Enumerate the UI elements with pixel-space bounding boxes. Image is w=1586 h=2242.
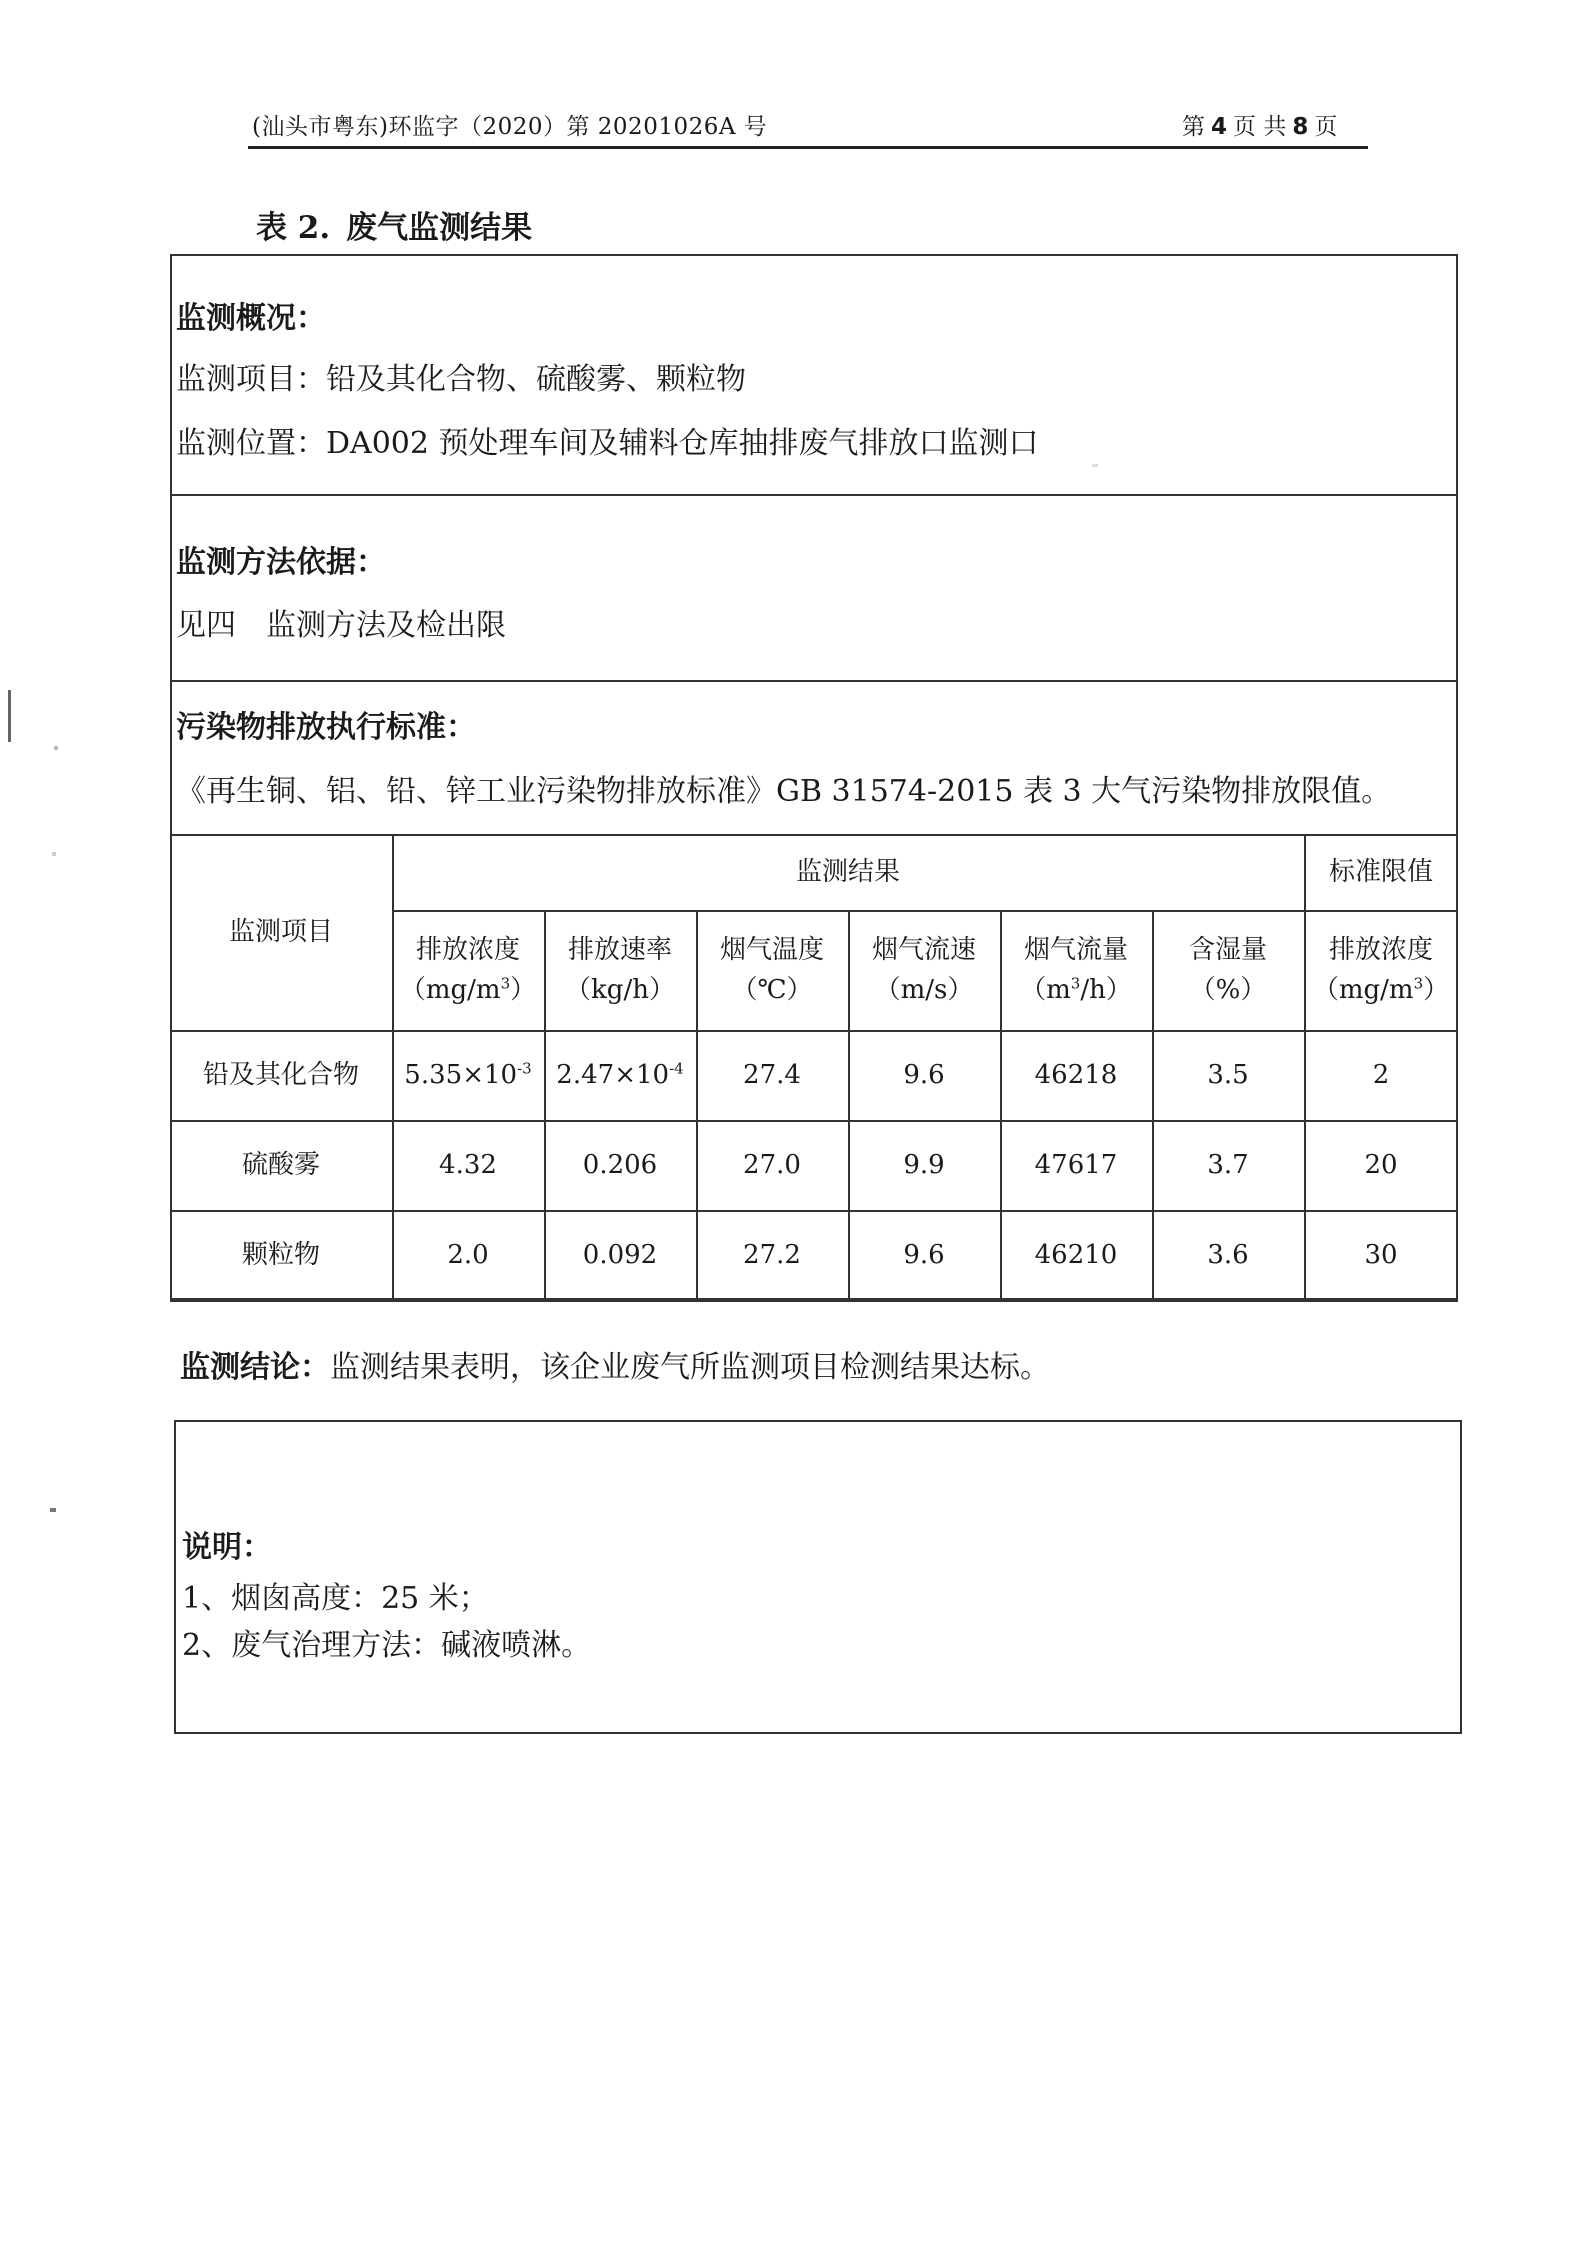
overview-heading: 监测概况： <box>176 301 326 336</box>
item-header: 监测项目 <box>228 917 333 947</box>
method-line: 见四 监测方法及检出限 <box>176 608 506 643</box>
scan-mark <box>54 746 58 750</box>
table-name: 废气监测结果 <box>346 210 533 246</box>
col-name: 排放浓度 <box>1328 935 1433 965</box>
page-label-prefix: 第 <box>1182 114 1205 140</box>
scan-mark <box>1092 464 1098 467</box>
monitoring-position-line: 监测位置：DA002 预处理车间及辅料仓库抽排废气排放口监测口 <box>176 426 1039 461</box>
table-cell-moisture: 3.6 <box>1207 1240 1249 1270</box>
col-header-emission-concentration <box>392 910 544 1030</box>
table-cell-concentration: $5.35\times 10^{-3}$ <box>404 1059 532 1090</box>
table-cell-limit: 20 <box>1364 1150 1398 1180</box>
col-unit: $(mg/m^3)$ <box>1312 974 1450 1005</box>
col-unit: $(m^3/h)$ <box>1020 974 1132 1005</box>
table-cell-velocity: 9.6 <box>903 1240 945 1270</box>
note-line-2: 2、废气治理方法：碱液喷淋。 <box>182 1628 592 1663</box>
conclusion-text: 监测结果表明，该企业废气所监测项目检测结果达标。 <box>330 1350 1050 1385</box>
note-line-1: 1、烟囱高度：25 米； <box>182 1581 489 1616</box>
table-cell-velocity: 9.6 <box>903 1060 945 1090</box>
current-page-number: 4 <box>1211 114 1228 140</box>
table-cell-item: 颗粒物 <box>241 1240 320 1270</box>
col-unit: （%） <box>1189 975 1267 1005</box>
col-unit: （m/s） <box>874 975 974 1005</box>
header-rule <box>248 146 1368 149</box>
col-header-emission-rate <box>544 910 696 1030</box>
col-header-limit-concentration <box>1304 910 1458 1030</box>
table-cell-limit: 30 <box>1364 1240 1398 1270</box>
item-header-cell <box>170 834 392 1030</box>
conclusion-line <box>180 1342 1050 1386</box>
col-name: 烟气温度 <box>719 935 824 965</box>
table-cell-concentration: 4.32 <box>439 1150 497 1180</box>
table-cell-velocity: 9.9 <box>903 1150 945 1180</box>
col-name: 排放浓度 <box>415 935 520 965</box>
limit-header-cell <box>1304 834 1458 910</box>
table-cell-temperature: 27.0 <box>743 1150 801 1180</box>
standard-line: 《再生铜、铝、铅、锌工业污染物排放标准》GB 31574-2015 表 3 大气污染物排放限值。 <box>176 774 1392 809</box>
table-cell-item: 硫酸雾 <box>241 1150 320 1180</box>
table-cell-temperature: 27.4 <box>743 1060 801 1090</box>
results-group-header-cell <box>392 834 1304 910</box>
scan-mark <box>52 852 56 856</box>
table-cell-flow: 47617 <box>1034 1150 1118 1180</box>
col-name: 排放速率 <box>567 935 672 965</box>
divider-method <box>170 680 1458 682</box>
monitoring-items-line: 监测项目：铅及其化合物、硫酸雾、颗粒物 <box>176 362 746 397</box>
table-number: 表 2. <box>256 210 331 246</box>
col-name: 烟气流量 <box>1023 935 1128 965</box>
col-unit: （kg/h） <box>565 975 675 1005</box>
table-cell-moisture: 3.7 <box>1207 1150 1249 1180</box>
divider-table-bottom <box>170 1300 1458 1302</box>
method-heading: 监测方法依据： <box>176 545 386 580</box>
table-cell-moisture: 3.5 <box>1207 1060 1249 1090</box>
col-header-moisture <box>1152 910 1304 1030</box>
col-unit: （℃） <box>731 975 813 1005</box>
page-label-middle: 页 共 <box>1233 114 1287 140</box>
col-name: 含湿量 <box>1188 935 1267 965</box>
page-indicator <box>1182 108 1337 141</box>
scan-mark <box>8 690 11 742</box>
scan-mark <box>50 1508 56 1512</box>
standard-heading: 污染物排放执行标准： <box>176 710 476 745</box>
table-cell-concentration: 2.0 <box>447 1240 489 1270</box>
page-label-suffix: 页 <box>1314 114 1338 140</box>
table-cell-flow: 46210 <box>1034 1240 1118 1270</box>
notes-heading: 说明： <box>182 1530 272 1565</box>
col-header-flue-temperature <box>696 910 848 1030</box>
total-page-number: 8 <box>1292 114 1309 140</box>
col-header-flue-velocity <box>848 910 1000 1030</box>
table-cell-rate: $2.47\times 10^{-4}$ <box>556 1059 684 1090</box>
document-number: (汕头市粤东)环监字（2020）第 20201026A 号 <box>252 114 768 140</box>
conclusion-label: 监测结论： <box>180 1350 330 1385</box>
table-cell-rate: 0.206 <box>582 1150 658 1180</box>
col-name: 烟气流速 <box>871 935 976 965</box>
table-cell-temperature: 27.2 <box>743 1240 801 1270</box>
table-cell-rate: 0.092 <box>582 1240 658 1270</box>
results-group-header: 监测结果 <box>795 857 900 887</box>
table-title <box>256 202 532 247</box>
limit-header: 标准限值 <box>1328 857 1433 887</box>
divider-overview <box>170 494 1458 496</box>
col-header-flue-flow <box>1000 910 1152 1030</box>
col-unit: $(mg/m^3)$ <box>399 974 537 1005</box>
table-cell-limit: 2 <box>1372 1060 1390 1090</box>
table-cell-flow: 46218 <box>1034 1060 1118 1090</box>
table-cell-item: 铅及其化合物 <box>202 1060 359 1090</box>
